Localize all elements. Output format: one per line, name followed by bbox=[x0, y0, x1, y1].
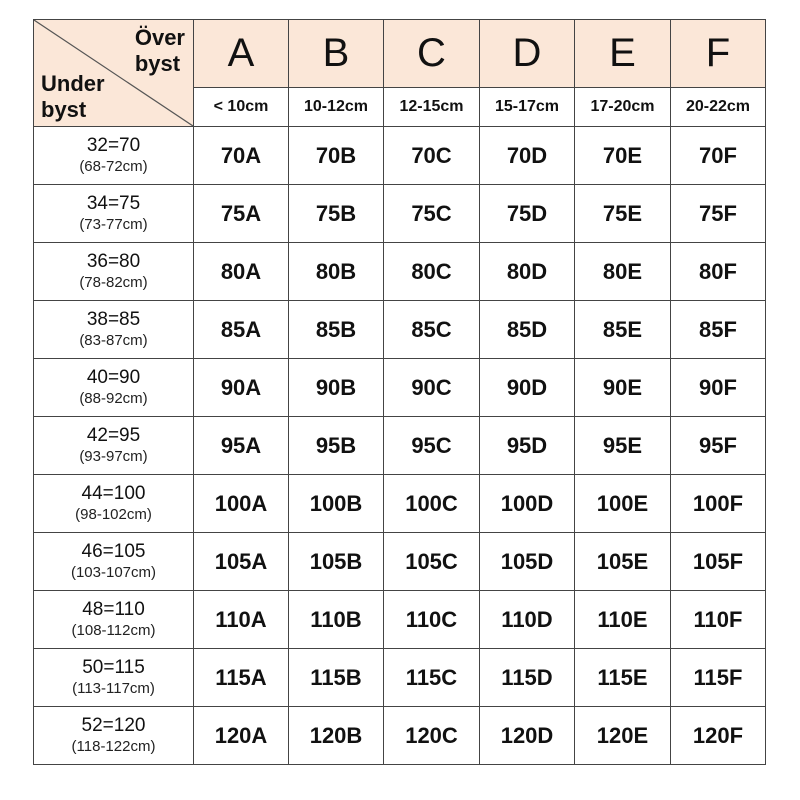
cup-range: 12-15cm bbox=[384, 87, 480, 126]
size-cell: 120E bbox=[575, 707, 671, 765]
band-range: (113-117cm) bbox=[72, 679, 155, 697]
band-range: (98-102cm) bbox=[75, 505, 152, 523]
band-size: 46=105 bbox=[81, 541, 146, 563]
cup-range: 10-12cm bbox=[289, 87, 384, 126]
size-cell: 95B bbox=[289, 417, 384, 475]
size-cell: 80A bbox=[194, 243, 289, 301]
size-cell: 105E bbox=[575, 533, 671, 591]
size-cell: 115E bbox=[575, 649, 671, 707]
size-cell: 75E bbox=[575, 185, 671, 243]
size-cell: 90B bbox=[289, 359, 384, 417]
size-cell: 95E bbox=[575, 417, 671, 475]
size-cell: 110F bbox=[671, 591, 766, 649]
size-cell: 95D bbox=[480, 417, 575, 475]
band-size-cell bbox=[34, 417, 194, 475]
table-row bbox=[34, 591, 766, 649]
size-cell: 80C bbox=[384, 243, 480, 301]
band-size: 40=90 bbox=[86, 367, 141, 389]
band-size-cell bbox=[34, 475, 194, 533]
cup-range: 20-22cm bbox=[671, 87, 766, 126]
table-row bbox=[34, 301, 766, 359]
band-size-cell bbox=[34, 185, 194, 243]
size-cell: 120B bbox=[289, 707, 384, 765]
size-cell: 70F bbox=[671, 127, 766, 185]
size-cell: 110C bbox=[384, 591, 480, 649]
size-cell: 105F bbox=[671, 533, 766, 591]
band-range: (78-82cm) bbox=[79, 273, 148, 291]
size-cell: 100E bbox=[575, 475, 671, 533]
band-size-cell bbox=[34, 649, 194, 707]
band-size-cell bbox=[34, 301, 194, 359]
size-cell: 85A bbox=[194, 301, 289, 359]
band-size-cell bbox=[34, 243, 194, 301]
size-cell: 85D bbox=[480, 301, 575, 359]
size-cell: 70D bbox=[480, 127, 575, 185]
size-cell: 70B bbox=[289, 127, 384, 185]
size-cell: 100C bbox=[384, 475, 480, 533]
cup-range: 17-20cm bbox=[575, 87, 671, 126]
band-range: (83-87cm) bbox=[79, 331, 148, 349]
cup-letter: B bbox=[289, 20, 384, 88]
band-size: 38=85 bbox=[86, 309, 141, 331]
size-cell: 120F bbox=[671, 707, 766, 765]
size-cell: 120C bbox=[384, 707, 480, 765]
under-bust-label: Under byst bbox=[41, 71, 105, 122]
table-row bbox=[34, 475, 766, 533]
size-cell: 90F bbox=[671, 359, 766, 417]
cup-range: 15-17cm bbox=[480, 87, 575, 126]
cup-letter: D bbox=[480, 20, 575, 88]
band-size: 48=110 bbox=[82, 599, 145, 621]
size-cell: 100A bbox=[194, 475, 289, 533]
table-row bbox=[34, 185, 766, 243]
size-cell: 75D bbox=[480, 185, 575, 243]
size-cell: 80F bbox=[671, 243, 766, 301]
size-cell: 70C bbox=[384, 127, 480, 185]
cup-letter: C bbox=[384, 20, 480, 88]
table-row bbox=[34, 243, 766, 301]
table-corner bbox=[34, 20, 194, 127]
cup-letter: F bbox=[671, 20, 766, 88]
band-size: 36=80 bbox=[86, 251, 141, 273]
size-cell: 115D bbox=[480, 649, 575, 707]
band-range: (103-107cm) bbox=[70, 563, 157, 581]
cup-range: < 10cm bbox=[194, 87, 289, 126]
size-cell: 105C bbox=[384, 533, 480, 591]
size-cell: 75F bbox=[671, 185, 766, 243]
size-cell: 115F bbox=[671, 649, 766, 707]
band-size: 34=75 bbox=[86, 193, 141, 215]
band-size: 44=100 bbox=[81, 483, 146, 505]
size-cell: 105B bbox=[289, 533, 384, 591]
band-range: (88-92cm) bbox=[79, 389, 148, 407]
band-range: (73-77cm) bbox=[79, 215, 148, 233]
band-range: (108-112cm) bbox=[71, 621, 156, 639]
size-cell: 90E bbox=[575, 359, 671, 417]
size-cell: 75A bbox=[194, 185, 289, 243]
band-size-cell bbox=[34, 127, 194, 185]
over-bust-label: Över byst bbox=[134, 25, 185, 76]
size-cell: 100F bbox=[671, 475, 766, 533]
band-range: (68-72cm) bbox=[79, 157, 148, 175]
band-size-cell bbox=[34, 591, 194, 649]
table-row bbox=[34, 649, 766, 707]
band-size-cell bbox=[34, 359, 194, 417]
size-cell: 85C bbox=[384, 301, 480, 359]
size-cell: 80E bbox=[575, 243, 671, 301]
size-cell: 90C bbox=[384, 359, 480, 417]
size-cell: 110D bbox=[480, 591, 575, 649]
size-cell: 110B bbox=[289, 591, 384, 649]
size-cell: 120D bbox=[480, 707, 575, 765]
size-cell: 100D bbox=[480, 475, 575, 533]
cup-letter: E bbox=[575, 20, 671, 88]
size-cell: 120A bbox=[194, 707, 289, 765]
table-row bbox=[34, 359, 766, 417]
size-cell: 105A bbox=[194, 533, 289, 591]
table-row bbox=[34, 417, 766, 475]
band-size-cell bbox=[34, 533, 194, 591]
size-cell: 110E bbox=[575, 591, 671, 649]
size-cell: 115C bbox=[384, 649, 480, 707]
size-cell: 70A bbox=[194, 127, 289, 185]
table-row bbox=[34, 707, 766, 765]
size-cell: 80B bbox=[289, 243, 384, 301]
band-size: 50=115 bbox=[82, 657, 145, 679]
size-cell: 70E bbox=[575, 127, 671, 185]
size-cell: 115A bbox=[194, 649, 289, 707]
bra-size-table bbox=[33, 19, 766, 765]
size-cell: 75C bbox=[384, 185, 480, 243]
size-cell: 115B bbox=[289, 649, 384, 707]
table-row bbox=[34, 127, 766, 185]
band-range: (93-97cm) bbox=[79, 447, 148, 465]
band-size: 32=70 bbox=[86, 135, 141, 157]
size-cell: 95F bbox=[671, 417, 766, 475]
size-cell: 90A bbox=[194, 359, 289, 417]
band-size: 52=120 bbox=[81, 715, 146, 737]
size-cell: 110A bbox=[194, 591, 289, 649]
cup-letter-row bbox=[34, 20, 766, 88]
size-cell: 95C bbox=[384, 417, 480, 475]
size-cell: 95A bbox=[194, 417, 289, 475]
band-range: (118-122cm) bbox=[71, 737, 156, 755]
size-cell: 80D bbox=[480, 243, 575, 301]
table-row bbox=[34, 533, 766, 591]
size-cell: 75B bbox=[289, 185, 384, 243]
size-cell: 85E bbox=[575, 301, 671, 359]
size-cell: 85F bbox=[671, 301, 766, 359]
size-cell: 100B bbox=[289, 475, 384, 533]
band-size: 42=95 bbox=[86, 425, 141, 447]
size-cell: 105D bbox=[480, 533, 575, 591]
size-cell: 90D bbox=[480, 359, 575, 417]
cup-letter: A bbox=[194, 20, 289, 88]
band-size-cell bbox=[34, 707, 194, 765]
size-cell: 85B bbox=[289, 301, 384, 359]
